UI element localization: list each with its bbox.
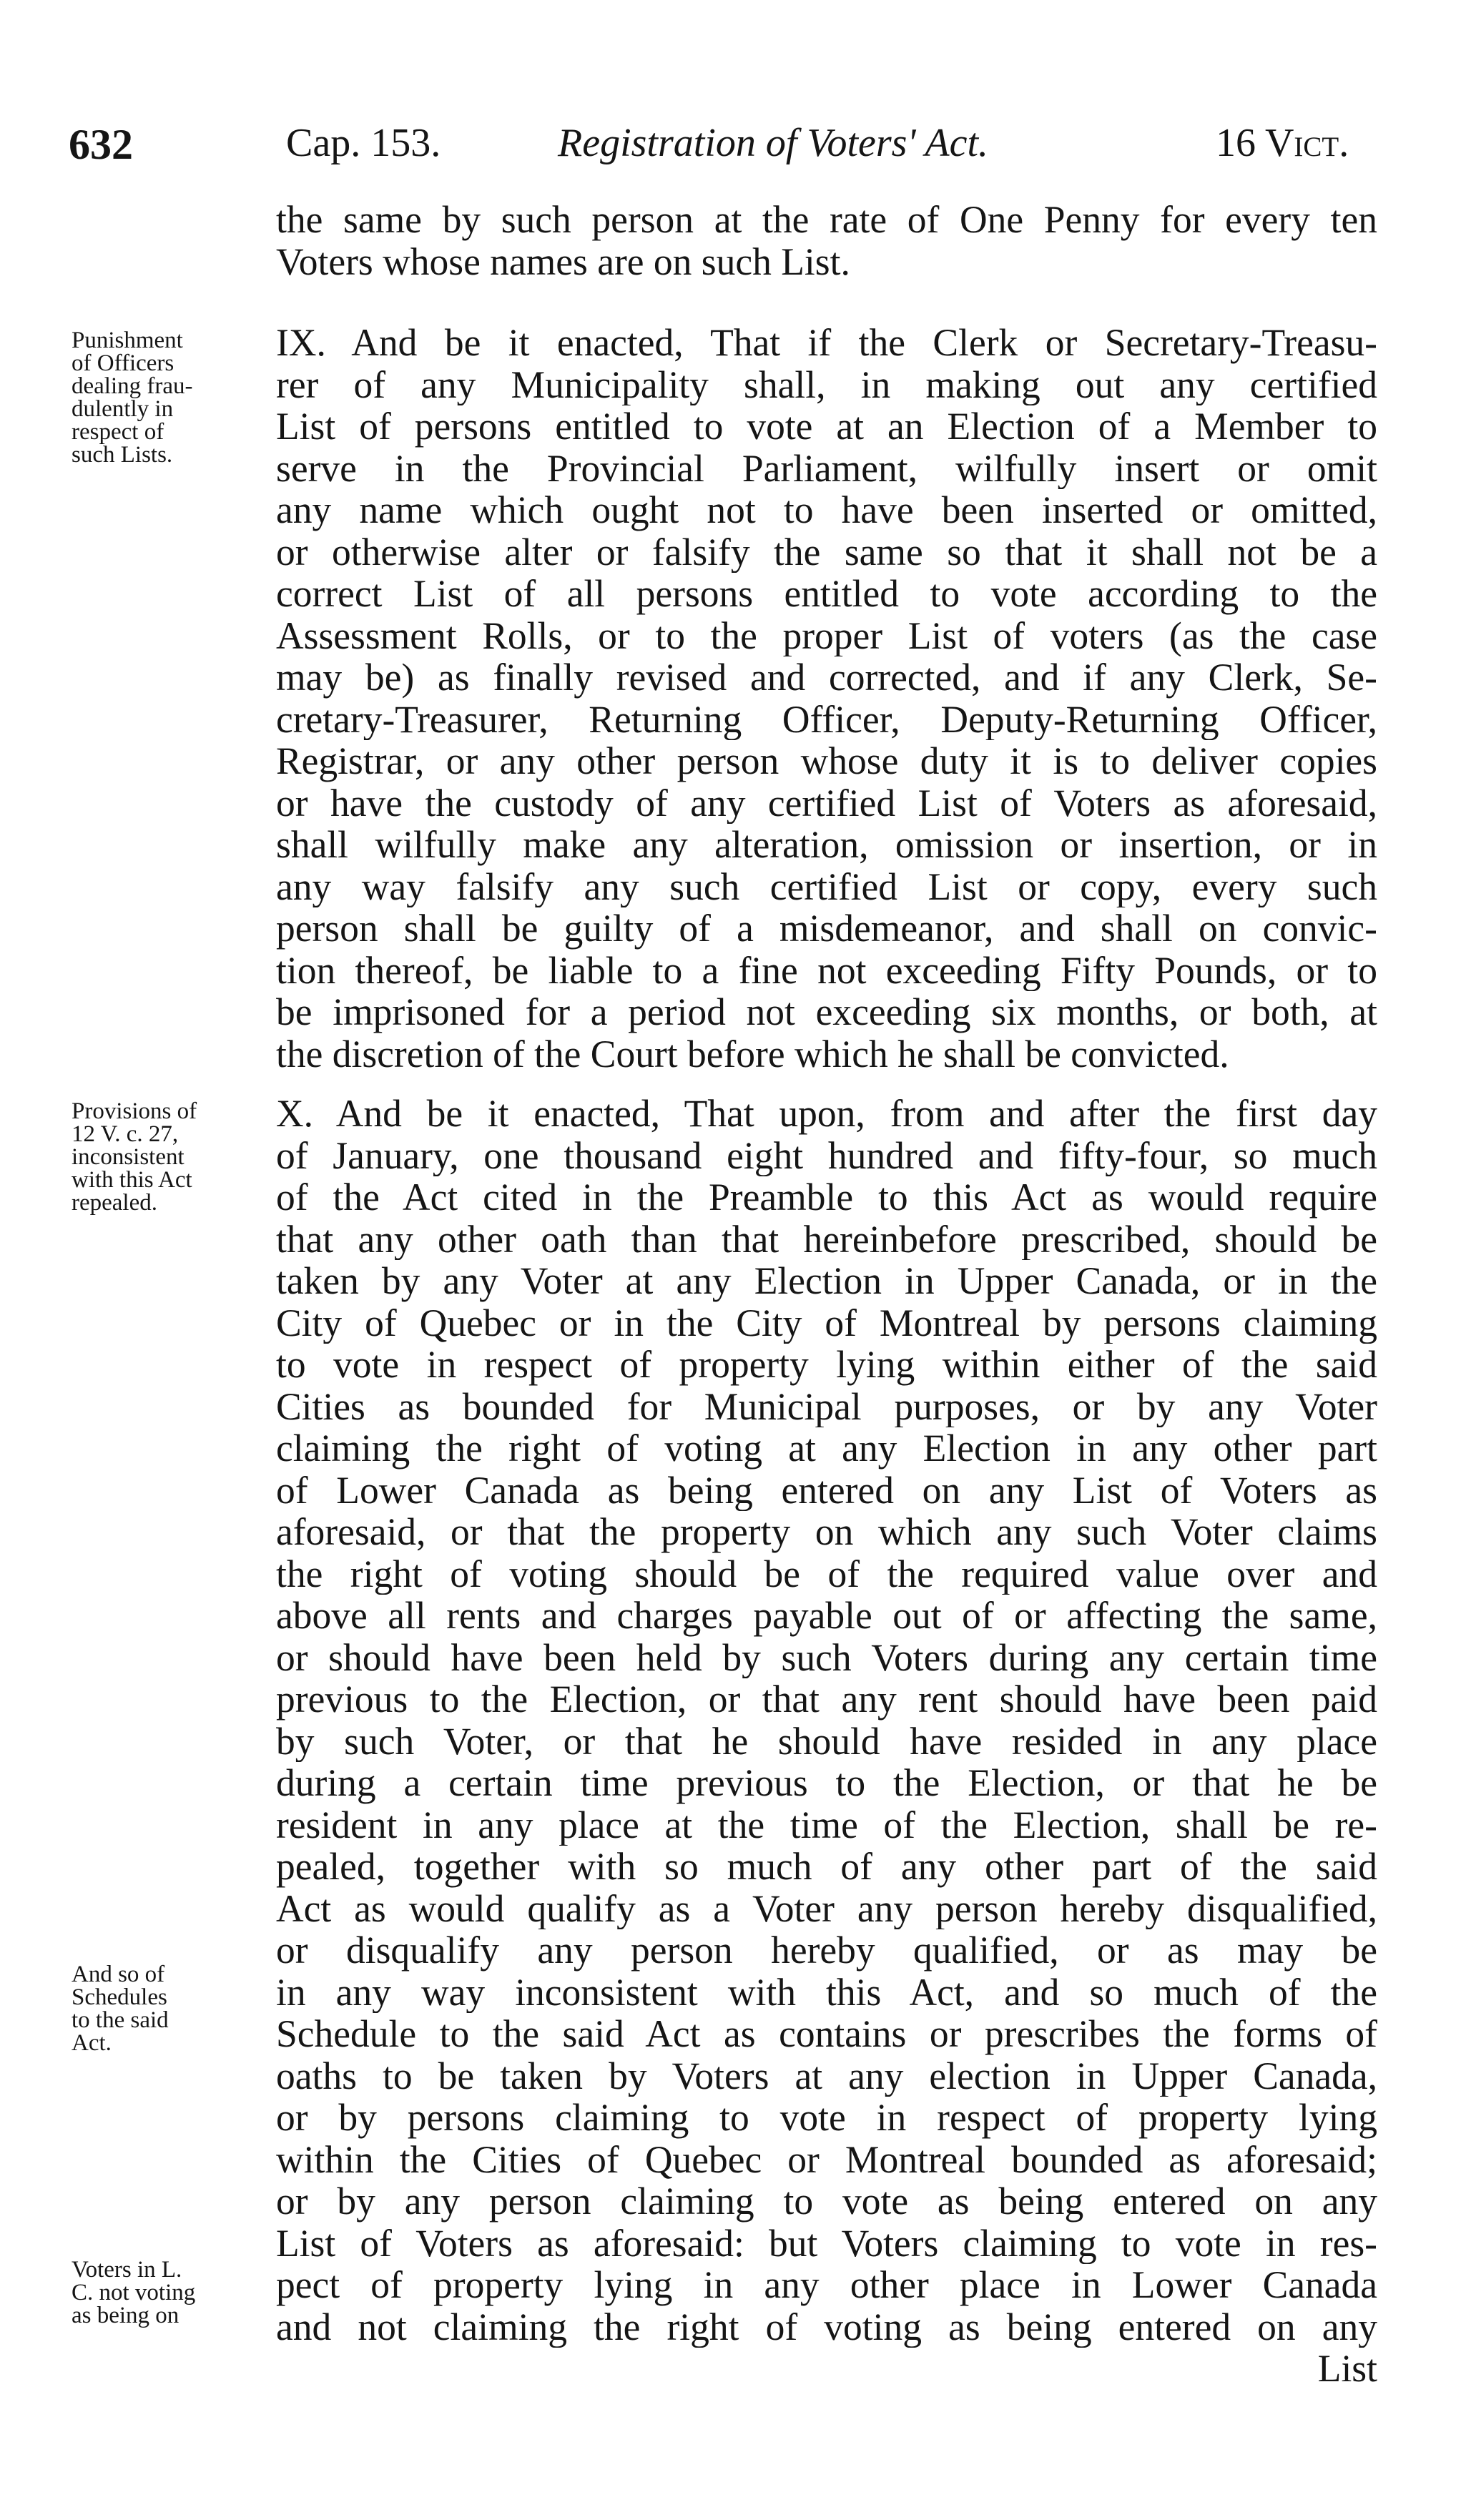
text-line: Assessment Rolls, or to the proper List of voters (as the case xyxy=(276,614,1377,656)
text-line: of the Act cited in the Preamble to this Act as would require xyxy=(276,1176,1377,1219)
text-line: serve in the Provincial Parliament, wilfully insert or omit xyxy=(276,447,1377,489)
text-line: Cities as bounded for Municipal purposes, or by any Voter xyxy=(276,1385,1377,1427)
text-line: any way falsify any such certified List or copy, every such xyxy=(276,865,1377,907)
marginal-line: dulently in xyxy=(72,396,174,422)
text-line: Schedule to the said Act as contains or prescribes the forms of xyxy=(276,2013,1377,2055)
text-line: of Lower Canada as being entered on any List of Voters as xyxy=(276,1469,1377,1511)
text-line: X. And be it enacted, That upon, from and after the first day xyxy=(276,1093,1377,1135)
regnal-year: 16 Vict. xyxy=(1216,121,1349,165)
text-line: aforesaid, or that the property on which any such Voter claims xyxy=(276,1511,1377,1553)
text-line: the right of voting should be of the required value over and xyxy=(276,1552,1377,1595)
text-line: and not claiming the right of voting as being entered on any xyxy=(276,2305,1377,2348)
text-line: List of Voters as aforesaid: but Voters claiming to vote in res- xyxy=(276,2222,1377,2264)
text-line: IX. And be it enacted, That if the Clerk or Secretary-Treasu- xyxy=(276,322,1377,364)
text-line: to vote in respect of property lying within either of the said xyxy=(276,1344,1377,1386)
chapter-number: Cap. 153. xyxy=(286,121,441,165)
marginal-line: of Officers xyxy=(72,350,174,376)
marginal-note-schedules xyxy=(72,1963,257,2054)
marginal-line: such Lists. xyxy=(72,442,173,468)
marginal-line: respect of xyxy=(72,419,164,445)
text-line: Act as would qualify as a Voter any person hereby disqualified, xyxy=(276,1887,1377,1929)
text-line: resident in any place at the time of the Election, shall be re- xyxy=(276,1803,1377,1846)
text-line: or by persons claiming to vote in respect of property lying xyxy=(276,2097,1377,2139)
text-line: above all rents and charges payable out of or affecting the same, xyxy=(276,1595,1377,1637)
marginal-note-provisions xyxy=(72,1100,257,1214)
text-line: previous to the Election, or that any rent should have been paid xyxy=(276,1678,1377,1721)
text-line: the same by such person at the rate of One Penny for every ten xyxy=(276,199,1377,241)
text-line: within the Cities of Quebec or Montreal bounded as aforesaid; xyxy=(276,2138,1377,2180)
text-line: cretary-Treasurer, Returning Officer, Deputy-Returning Officer, xyxy=(276,698,1377,740)
marginal-line: with this Act xyxy=(72,1167,192,1193)
text-line: pealed, together with so much of any other part of the said xyxy=(276,1846,1377,1888)
running-header xyxy=(57,120,1402,170)
text-line: during a certain time previous to the Election, or that he be xyxy=(276,1762,1377,1804)
text-line: the discretion of the Court before which he shall be convicted. xyxy=(276,1033,1229,1075)
running-title: Registration of Voters' Act. xyxy=(558,121,989,165)
catchword: List xyxy=(1317,2348,1377,2390)
text-line: by such Voter, or that he should have resided in any place xyxy=(276,1720,1377,1762)
marginal-line: inconsistent xyxy=(72,1144,185,1170)
text-line: List of persons entitled to vote at an Election of a Member to xyxy=(276,405,1377,448)
text-line: rer of any Municipality shall, in making out any certified xyxy=(276,363,1377,405)
text-line: Voters whose names are on such List. xyxy=(276,240,850,282)
page-number: 632 xyxy=(69,121,133,168)
text-line: Registrar, or any other person whose duty it is to deliver copies xyxy=(276,740,1377,782)
text-line: oaths to be taken by Voters at any election in Upper Canada, xyxy=(276,2054,1377,2097)
continuation-paragraph xyxy=(276,199,1377,282)
text-line: any name which ought not to have been inserted or omitted, xyxy=(276,489,1377,531)
marginal-line: dealing frau- xyxy=(72,373,193,399)
text-line: be imprisoned for a period not exceeding six months, or both, at xyxy=(276,991,1377,1033)
marginal-line: And so of xyxy=(72,1962,165,1987)
text-line: claiming the right of voting at any Election in any other part xyxy=(276,1427,1377,1470)
section-x-paragraph xyxy=(276,1093,1377,2390)
marginal-note-punishment xyxy=(72,329,257,466)
marginal-line: to the said xyxy=(72,2007,169,2033)
text-line: or otherwise alter or falsify the same so that it shall not be a xyxy=(276,531,1377,573)
text-line: City of Quebec or in the City of Montreal by persons claiming xyxy=(276,1301,1377,1344)
text-line: or should have been held by such Voters during any certain time xyxy=(276,1636,1377,1678)
text-line: shall wilfully make any alteration, omission or insertion, or in xyxy=(276,824,1377,866)
marginal-line: as being on xyxy=(72,2303,179,2328)
text-line: or disqualify any person hereby qualified, or as may be xyxy=(276,1929,1377,1972)
text-line: in any way inconsistent with this Act, and so much of the xyxy=(276,1971,1377,2013)
text-line: may be) as finally revised and corrected, and if any Clerk, Se- xyxy=(276,656,1377,699)
marginal-line: Act. xyxy=(72,2030,112,2056)
marginal-note-voters-lower-canada xyxy=(72,2258,257,2327)
marginal-line: Punishment xyxy=(72,328,183,353)
text-line: or by any person claiming to vote as being entered on any xyxy=(276,2180,1377,2223)
text-line: or have the custody of any certified List of Voters as aforesaid, xyxy=(276,782,1377,824)
marginal-line: Voters in L. xyxy=(72,2257,182,2283)
text-line: taken by any Voter at any Election in Upper Canada, or in the xyxy=(276,1260,1377,1302)
text-line: of January, one thousand eight hundred and fifty-four, so much xyxy=(276,1134,1377,1176)
marginal-line: Provisions of xyxy=(72,1098,197,1124)
section-ix-paragraph xyxy=(276,322,1377,1075)
marginal-line: Schedules xyxy=(72,1984,167,2010)
text-line: that any other oath than that hereinbefore prescribed, should be xyxy=(276,1218,1377,1260)
marginal-line: repealed. xyxy=(72,1190,157,1216)
text-line: tion thereof, be liable to a fine not exceeding Fifty Pounds, or to xyxy=(276,949,1377,991)
text-line: pect of property lying in any other place in Lower Canada xyxy=(276,2264,1377,2306)
marginal-line: 12 V. c. 27, xyxy=(72,1121,179,1147)
text-line: correct List of all persons entitled to vote according to the xyxy=(276,573,1377,615)
marginal-line: C. not voting xyxy=(72,2280,196,2305)
text-line: person shall be guilty of a misdemeanor, and shall on convic- xyxy=(276,907,1377,950)
